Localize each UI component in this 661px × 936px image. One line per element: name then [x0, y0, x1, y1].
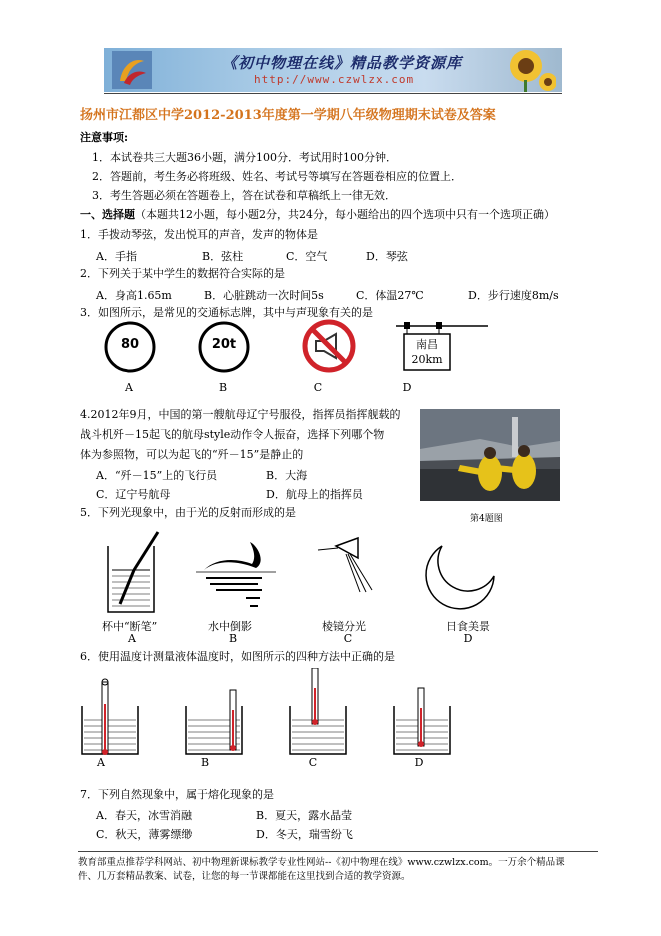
q5-caption-c: 棱镜分光 — [322, 620, 366, 633]
q1-option-c[interactable]: C．空气 — [286, 250, 328, 263]
q4-option-d[interactable]: D．航母上的指挥员 — [266, 488, 363, 501]
q6-label-c: C — [308, 756, 318, 769]
q2-option-a[interactable]: A．身高1.65m — [96, 289, 172, 302]
sign-speed-limit — [104, 321, 156, 373]
footer-text — [78, 856, 598, 884]
q1-option-a[interactable]: A．手指 — [96, 250, 137, 263]
footer-line-2: 件、几万套精品教案、试卷，让您的每一节课都能在这里找到合适的教学资源。 — [78, 871, 411, 882]
q7-option-c[interactable]: C．秋天，薄雾缥缈 — [96, 828, 193, 841]
notice-item-1: 1．本试卷共三大题36小题，满分100分．考试用时100分钟． — [92, 151, 397, 164]
q5-label-a: A — [128, 632, 136, 645]
sign-a-text: 80 — [120, 337, 140, 352]
sign-b-text: 20t — [211, 337, 237, 352]
carrier-photo — [420, 409, 560, 501]
site-logo-icon — [112, 51, 152, 89]
q5-caption-d: 日食美景 — [446, 620, 490, 633]
section-heading — [80, 208, 555, 222]
q4-line-1: 4.2012年9月，中国的第一艘航母辽宁号服役，指挥员指挥舰载的 — [80, 408, 401, 421]
sunflower-icon — [486, 48, 556, 92]
q2-option-b[interactable]: B．心脏跳动一次时间5s — [204, 289, 324, 302]
solar-eclipse-figure — [424, 540, 500, 616]
broken-pencil-figure — [104, 530, 164, 616]
q4-line-3: 体为参照物，可以为起飞的“歼－15”是静止的 — [80, 448, 304, 461]
sign-distance — [396, 322, 488, 372]
q4-option-b[interactable]: B．大海 — [266, 469, 308, 482]
q6-label-d: D — [414, 756, 424, 769]
q2-option-c[interactable]: C．体温27℃ — [356, 289, 424, 302]
q5-label-d: D — [463, 632, 473, 645]
q3-label-c: C — [313, 381, 323, 394]
section-desc: （本题共12小题，每小题2分，共24分，每小题给出的四个选项中只有一个选项正确） — [135, 208, 555, 221]
q4-line-2: 战斗机歼－15起飞的航母style动作令人振奋，选择下列哪个物 — [80, 428, 385, 441]
prism-figure — [316, 534, 376, 594]
q3-label-b: B — [218, 381, 228, 394]
q5-caption-b: 水中倒影 — [208, 620, 252, 633]
banner-divider — [104, 93, 562, 94]
sign-d-bottom: 20km — [411, 353, 443, 366]
q2-stem: 2．下列关于某中学生的数据符合实际的是 — [80, 267, 285, 280]
q7-stem: 7．下列自然现象中，属于熔化现象的是 — [80, 788, 274, 801]
q7-option-a[interactable]: A．春天，冰雪消融 — [96, 809, 192, 822]
sign-weight-limit — [198, 321, 250, 373]
q2-option-d[interactable]: D．步行速度8m/s — [468, 289, 559, 302]
page-title: 扬州市江都区中学2012-2013年度第一学期八年级物理期末试卷及答案 — [80, 108, 496, 123]
no-horn-icon — [302, 319, 356, 373]
q1-option-d[interactable]: D．琴弦 — [366, 250, 408, 263]
swan-reflection-figure — [196, 540, 276, 616]
q6-stem: 6．使用温度计测量液体温度时，如图所示的四种方法中正确的是 — [80, 650, 395, 663]
banner-title: 《初中物理在线》精品教学资源库 — [222, 54, 463, 72]
section-label: 一、选择题 — [80, 208, 135, 221]
notice-item-3: 3．考生答题必须在答题卷上，答在试卷和草稿纸上一律无效． — [92, 189, 396, 202]
thermometer-figures — [80, 668, 460, 758]
q6-label-a: A — [97, 756, 105, 769]
q3-stem: 3．如图所示，是常见的交通标志牌，其中与声现象有关的是 — [80, 306, 373, 319]
q7-option-d[interactable]: D．冬天，瑞雪纷飞 — [256, 828, 353, 841]
q5-stem: 5．下列光现象中，由于光的反射而形成的是 — [80, 506, 296, 519]
footer-line-1: 教育部重点推荐学科网站、初中物理新课标教学专业性网站--《初中物理在线》www.czwlzx.com。一万余个精品课 — [78, 857, 565, 868]
q4-option-a[interactable]: A．“歼－15”上的飞行员 — [96, 469, 218, 482]
q3-label-a: A — [125, 381, 133, 394]
notice-heading: 注意事项: — [80, 131, 129, 144]
q1-option-b[interactable]: B．弦柱 — [202, 250, 244, 263]
q4-option-c[interactable]: C．辽宁号航母 — [96, 488, 171, 501]
q4-figure-caption: 第4题图 — [470, 514, 503, 524]
q5-caption-a: 杯中“断笔” — [102, 620, 158, 633]
sign-no-horn — [302, 319, 356, 373]
notice-item-2: 2．答题前，考生务必将班级、姓名、考试号等填写在答题卷相应的位置上． — [92, 170, 462, 183]
header-banner[interactable] — [104, 48, 562, 92]
q6-label-b: B — [200, 756, 210, 769]
footer-divider — [78, 851, 598, 852]
q7-option-b[interactable]: B．夏天，露水晶莹 — [256, 809, 353, 822]
sign-d-top: 南昌 — [416, 338, 438, 351]
q5-label-c: C — [343, 632, 353, 645]
q5-label-b: B — [228, 632, 238, 645]
banner-url[interactable]: http://www.czwlzx.com — [254, 73, 415, 86]
q3-label-d: D — [402, 381, 412, 394]
q1-stem: 1．手拨动琴弦，发出悦耳的声音，发声的物体是 — [80, 228, 318, 241]
